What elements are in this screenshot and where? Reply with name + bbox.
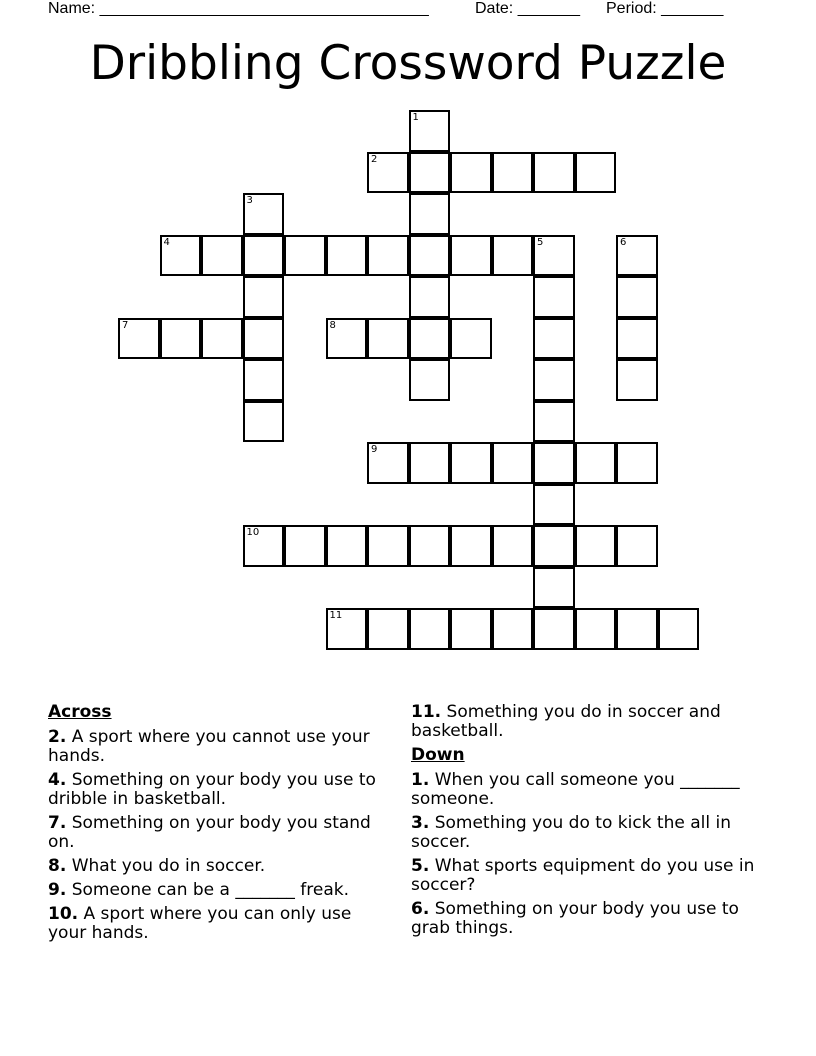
clue-number: 11 <box>329 610 343 621</box>
clue-number-label: 3. <box>411 813 430 833</box>
clue-number-label: 7. <box>48 813 67 833</box>
crossword-cell[interactable] <box>409 235 451 277</box>
crossword-cell[interactable] <box>616 359 658 401</box>
page-title: Dribbling Crossword Puzzle <box>89 36 727 91</box>
crossword-cell[interactable] <box>118 318 160 360</box>
crossword-cell[interactable] <box>409 193 451 235</box>
across-clue <box>48 857 393 876</box>
crossword-cell[interactable] <box>409 608 451 650</box>
crossword-cell[interactable] <box>243 276 285 318</box>
crossword-cell[interactable] <box>409 442 451 484</box>
crossword-cell[interactable] <box>450 525 492 567</box>
clue-number-label: 11. <box>411 702 442 722</box>
clue-number: 3 <box>246 195 253 206</box>
clue-number: 6 <box>620 236 627 248</box>
crossword-cell[interactable] <box>160 318 202 360</box>
clue-text: Something on your body you stand on. <box>48 813 371 852</box>
crossword-cell[interactable] <box>367 152 409 194</box>
crossword-cell[interactable] <box>201 235 243 277</box>
crossword-cell[interactable] <box>533 235 575 277</box>
across-clue-list <box>48 728 393 943</box>
clue-number: 10 <box>246 527 260 538</box>
clue-number: 4 <box>163 236 170 248</box>
crossword-cell[interactable] <box>243 401 285 443</box>
crossword-cell[interactable] <box>284 525 326 567</box>
crossword-cell[interactable] <box>367 608 409 650</box>
across-clue-list-continued <box>411 703 756 741</box>
crossword-cell[interactable] <box>243 193 285 235</box>
clue-text: A sport where you can only use your hands. <box>48 904 352 943</box>
crossword-cell[interactable] <box>450 442 492 484</box>
clue-number-label: 1. <box>411 770 430 790</box>
crossword-cell[interactable] <box>326 235 368 277</box>
clue-number-label: 8. <box>48 856 67 876</box>
down-clue <box>411 900 756 938</box>
clue-text: Someone can be a _______ freak. <box>66 880 349 900</box>
crossword-cell[interactable] <box>409 525 451 567</box>
crossword-cell[interactable] <box>492 235 534 277</box>
clues-column-right <box>411 703 756 943</box>
clue-number-label: 2. <box>48 727 67 747</box>
clue-number-label: 5. <box>411 856 430 876</box>
crossword-cell[interactable] <box>243 318 285 360</box>
clue-number: 8 <box>329 319 336 331</box>
crossword-cell[interactable] <box>243 235 285 277</box>
crossword-cell[interactable] <box>533 567 575 609</box>
crossword-cell[interactable] <box>533 152 575 194</box>
crossword-cell[interactable] <box>367 525 409 567</box>
across-clue <box>48 905 393 943</box>
crossword-cell[interactable] <box>575 442 617 484</box>
crossword-cell[interactable] <box>658 608 700 650</box>
clue-number-label: 4. <box>48 770 67 790</box>
clue-number: 9 <box>371 444 378 455</box>
crossword-cell[interactable] <box>616 318 658 360</box>
crossword-cell[interactable] <box>616 442 658 484</box>
period-field[interactable]: Period: _______ <box>606 0 724 17</box>
crossword-cell[interactable] <box>575 525 617 567</box>
down-heading: Down <box>411 745 465 765</box>
crossword-cell[interactable] <box>326 608 368 650</box>
clue-number-label: 10. <box>48 904 79 924</box>
crossword-cell[interactable] <box>409 110 451 152</box>
crossword-cell[interactable] <box>492 152 534 194</box>
across-heading: Across <box>48 702 112 722</box>
crossword-cell[interactable] <box>243 525 285 567</box>
crossword-cell[interactable] <box>243 359 285 401</box>
crossword-cell[interactable] <box>616 525 658 567</box>
crossword-cell[interactable] <box>367 235 409 277</box>
clue-number: 1 <box>412 112 419 123</box>
crossword-cell[interactable] <box>326 525 368 567</box>
clue-number: 2 <box>371 153 378 165</box>
clue-text: What sports equipment do you use in soccer? <box>411 856 755 895</box>
crossword-cell[interactable] <box>409 276 451 318</box>
crossword-cell[interactable] <box>533 484 575 526</box>
crossword-cell[interactable] <box>533 318 575 360</box>
across-clue <box>48 814 393 852</box>
crossword-cell[interactable] <box>492 442 534 484</box>
down-clue <box>411 814 756 852</box>
crossword-cell[interactable] <box>533 359 575 401</box>
crossword-cell[interactable] <box>450 152 492 194</box>
clues-column-left <box>48 703 393 948</box>
clue-number: 7 <box>122 319 129 331</box>
crossword-cell[interactable] <box>533 442 575 484</box>
down-clue <box>411 857 756 895</box>
crossword-cell[interactable] <box>450 608 492 650</box>
crossword-cell[interactable] <box>367 442 409 484</box>
crossword-cell[interactable] <box>409 359 451 401</box>
crossword-cell[interactable] <box>326 318 368 360</box>
crossword-cell[interactable] <box>409 152 451 194</box>
clue-number: 5 <box>537 236 544 248</box>
crossword-cell[interactable] <box>533 608 575 650</box>
crossword-cell[interactable] <box>450 235 492 277</box>
clue-number-label: 9. <box>48 880 67 900</box>
name-field[interactable]: Name: _____________________________________ <box>48 0 429 17</box>
crossword-cell[interactable] <box>409 318 451 360</box>
crossword-cell[interactable] <box>450 318 492 360</box>
clue-text: Something on your body you use to dribble in basketball. <box>48 770 376 809</box>
across-clue <box>48 771 393 809</box>
clue-text: When you call someone you _______ someone. <box>411 770 740 809</box>
clue-text: Something you do in soccer and basketball. <box>411 702 721 741</box>
crossword-cell[interactable] <box>616 276 658 318</box>
clue-text: Something you do to kick the all in soccer. <box>411 813 731 852</box>
down-clue <box>411 771 756 809</box>
crossword-cell[interactable] <box>533 401 575 443</box>
crossword-cell[interactable] <box>575 608 617 650</box>
crossword-cell[interactable] <box>575 152 617 194</box>
crossword-cell[interactable] <box>616 235 658 277</box>
crossword-cell[interactable] <box>284 235 326 277</box>
date-field[interactable]: Date: _______ <box>475 0 580 17</box>
crossword-cell[interactable] <box>201 318 243 360</box>
across-clue <box>411 703 756 741</box>
crossword-cell[interactable] <box>160 235 202 277</box>
clue-text: Something on your body you use to grab things. <box>411 899 739 938</box>
across-clue <box>48 881 393 900</box>
crossword-cell[interactable] <box>367 318 409 360</box>
crossword-cell[interactable] <box>492 525 534 567</box>
crossword-cell[interactable] <box>492 608 534 650</box>
clue-number-label: 6. <box>411 899 430 919</box>
crossword-cell[interactable] <box>616 608 658 650</box>
clue-text: What you do in soccer. <box>66 856 266 876</box>
down-clue-list <box>411 771 756 938</box>
crossword-cell[interactable] <box>533 276 575 318</box>
crossword-cell[interactable] <box>533 525 575 567</box>
across-clue <box>48 728 393 766</box>
clue-text: A sport where you cannot use your hands. <box>48 727 370 766</box>
